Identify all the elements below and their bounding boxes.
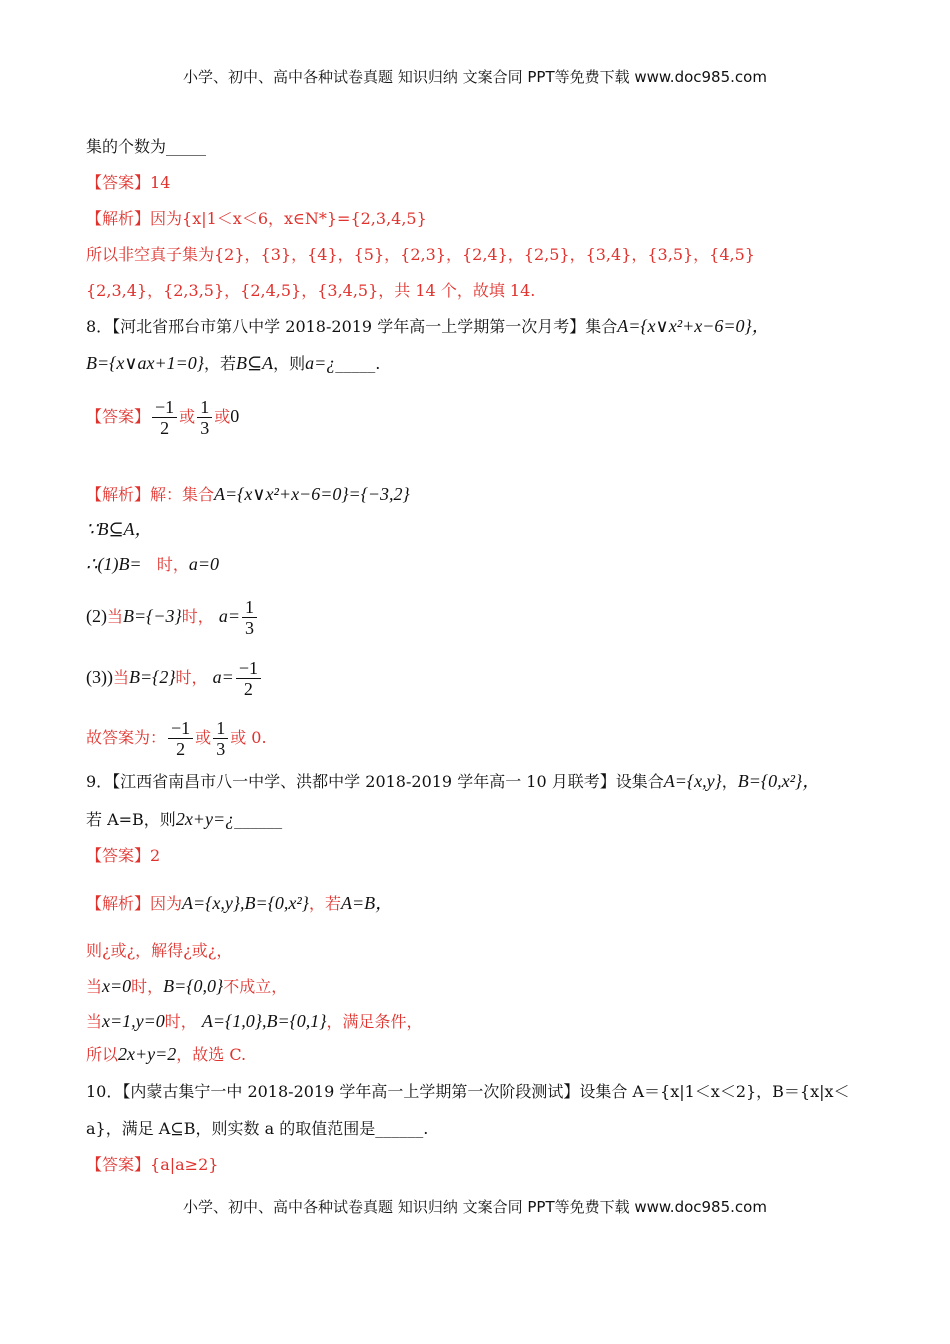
or-text: 或 (195, 728, 212, 747)
math-set-b: B={0,x²}， (737, 771, 821, 791)
denominator: 3 (200, 418, 210, 438)
or-text: 或 (179, 407, 196, 426)
denominator: 2 (160, 418, 170, 438)
numerator: 1 (242, 597, 257, 618)
numerator: −1 (168, 718, 193, 739)
math-set-a: A={x,y} (663, 771, 722, 791)
numerator: 1 (213, 718, 228, 739)
answer-tag: 【答案】 (86, 1155, 151, 1174)
q8-solution-line-2 (86, 518, 153, 541)
fraction (242, 597, 257, 638)
solution-text: ，故选 C. (176, 1045, 247, 1064)
solution-text: 所以 (86, 1045, 119, 1064)
math-sets: A={x,y},B={0,x²} (182, 893, 309, 913)
math-a: a=¿ (305, 353, 336, 373)
q10-question-line-1: 10．【内蒙古集宁一中 2018-2019 学年高一上学期第一次阶段测试】设集合 A＝{x|1＜x＜2}，B＝{x|x＜ (86, 1082, 850, 1101)
case-number: (2) (86, 606, 107, 626)
answer-blank: ______ (234, 810, 283, 829)
fraction (152, 397, 177, 438)
denominator: 3 (216, 739, 226, 759)
fraction (197, 397, 212, 438)
denominator: 2 (176, 739, 186, 759)
q9-solution-line-1 (86, 892, 393, 915)
math-set-b: B={x∨ax+1=0} (86, 353, 204, 373)
math-equality: A=B， (341, 893, 394, 913)
denominator: 2 (243, 679, 253, 699)
q9-solution-line-4 (86, 1010, 423, 1033)
solution-text: 因为{x|1＜x＜6，x∈N*}={2,3,4,5} (150, 209, 427, 228)
or-text: 或 (214, 407, 231, 426)
question-text: 若 A=B，则 (86, 810, 176, 829)
q9-solution-line-3 (86, 975, 287, 998)
solution-text: 时， (131, 977, 164, 996)
answer-blank: _____. (335, 354, 381, 373)
q8-solution-line-1 (86, 483, 410, 506)
solution-tag: 【解析】 (86, 485, 151, 504)
solution-text: 当 (86, 977, 103, 996)
fraction (168, 718, 193, 759)
denominator: 3 (244, 618, 254, 638)
page-header: 小学、初中、高中各种试卷真题 知识归纳 文案合同 PPT等免费下载 www.doc985.com (183, 68, 767, 86)
question-text: ，则 (273, 354, 306, 373)
numerator: 1 (197, 397, 212, 418)
question-text: ， (721, 772, 738, 791)
q9-answer (86, 845, 160, 867)
solution-text: 当 (86, 1012, 103, 1031)
solution-text: 或 0. (230, 728, 267, 747)
q8-question-line-2 (86, 352, 380, 375)
math-case-1: ∴(1)B= (86, 554, 142, 574)
q8-answer (86, 397, 239, 438)
math-a: a=0 (188, 554, 220, 574)
math-a: a= (218, 606, 240, 626)
numerator: −1 (236, 658, 261, 679)
solution-text: 当 (112, 668, 129, 687)
q8-solution-line-4 (86, 597, 259, 638)
solution-text: 解：集合 (150, 485, 215, 504)
math-expression: 2x+y=2 (118, 1044, 177, 1064)
math-subset: B⊆A (236, 353, 274, 373)
q7-solution-line-1 (86, 208, 427, 230)
math-set-b: B={2} (129, 667, 176, 687)
solution-tag: 【解析】 (86, 894, 151, 913)
q7-continuation: 集的个数为_____ (86, 137, 207, 156)
math-expression: 2x+y=¿ (175, 809, 235, 829)
solution-text: 时， (164, 1012, 197, 1031)
q9-solution-line-2: 则¿或¿，解得¿或¿， (86, 941, 233, 960)
numerator: −1 (152, 397, 177, 418)
question-text: ，若 (203, 354, 236, 373)
solution-text: 时， (156, 555, 189, 574)
question-text: 8．【河北省邢台市第八中学 2018-2019 学年高一上学期第一次月考】集合 (86, 317, 618, 336)
solution-text: 故答案为： (86, 728, 167, 747)
answer-value: 14 (150, 173, 171, 192)
fraction (236, 658, 261, 699)
zero-value: 0 (230, 406, 240, 426)
q9-question-line-1 (86, 770, 820, 793)
q8-solution-line-3 (86, 553, 219, 576)
answer-tag: 【答案】 (86, 407, 151, 426)
q7-solution-line-2: 所以非空真子集为{2}，{3}，{4}，{5}，{2,3}，{2,4}，{2,5}，{3,4}，{3,5}，{4,5} (86, 245, 755, 264)
solution-text: 时， (181, 607, 214, 626)
case-number: (3)) (86, 667, 113, 687)
q7-solution-line-3: {2,3,4}，{2,3,5}，{2,4,5}，{3,4,5}，共 14 个，故填 14. (86, 281, 536, 300)
q9-solution-line-5 (86, 1043, 246, 1066)
answer-tag: 【答案】 (86, 173, 151, 192)
page-footer: 小学、初中、高中各种试卷真题 知识归纳 文案合同 PPT等免费下载 www.doc985.com (183, 1198, 767, 1216)
math-because: ∵B⊆A， (86, 519, 153, 539)
answer-tag: 【答案】 (86, 846, 151, 865)
solution-text: 当 (107, 607, 124, 626)
q8-question-line-1 (86, 315, 770, 338)
q10-answer (86, 1154, 218, 1176)
math-set-b: B={0,0} (163, 976, 224, 996)
fraction (213, 718, 228, 759)
math-a: a= (212, 667, 234, 687)
q10-question-line-2: a}，满足 A⊆B，则实数 a 的取值范围是______. (86, 1119, 429, 1138)
math-x: x=0 (102, 976, 132, 996)
solution-tag: 【解析】 (86, 209, 151, 228)
solution-text: 因为 (150, 894, 183, 913)
q8-solution-line-5 (86, 658, 263, 699)
answer-value: {a|a≥2} (150, 1155, 219, 1174)
q8-solution-line-6 (86, 718, 267, 759)
math-set-b: B={−3} (123, 606, 182, 626)
solution-text: 不成立， (223, 977, 288, 996)
math-sets: A={1,0},B={0,1} (201, 1011, 327, 1031)
math-set-a: A={x∨x²+x−6=0}， (617, 316, 770, 336)
math-xy: x=1,y=0 (102, 1011, 165, 1031)
solution-text: ，满足条件， (326, 1012, 423, 1031)
solution-text: ，若 (308, 894, 341, 913)
question-text: 9．【江西省南昌市八一中学、洪都中学 2018-2019 学年高一 10 月联考】设集合 (86, 772, 664, 791)
answer-value: 2 (150, 846, 161, 865)
q7-answer (86, 172, 170, 194)
q9-question-line-2 (86, 808, 282, 831)
math-set-a: A={x∨x²+x−6=0}={−3,2} (214, 484, 410, 504)
solution-text: 时， (175, 668, 208, 687)
